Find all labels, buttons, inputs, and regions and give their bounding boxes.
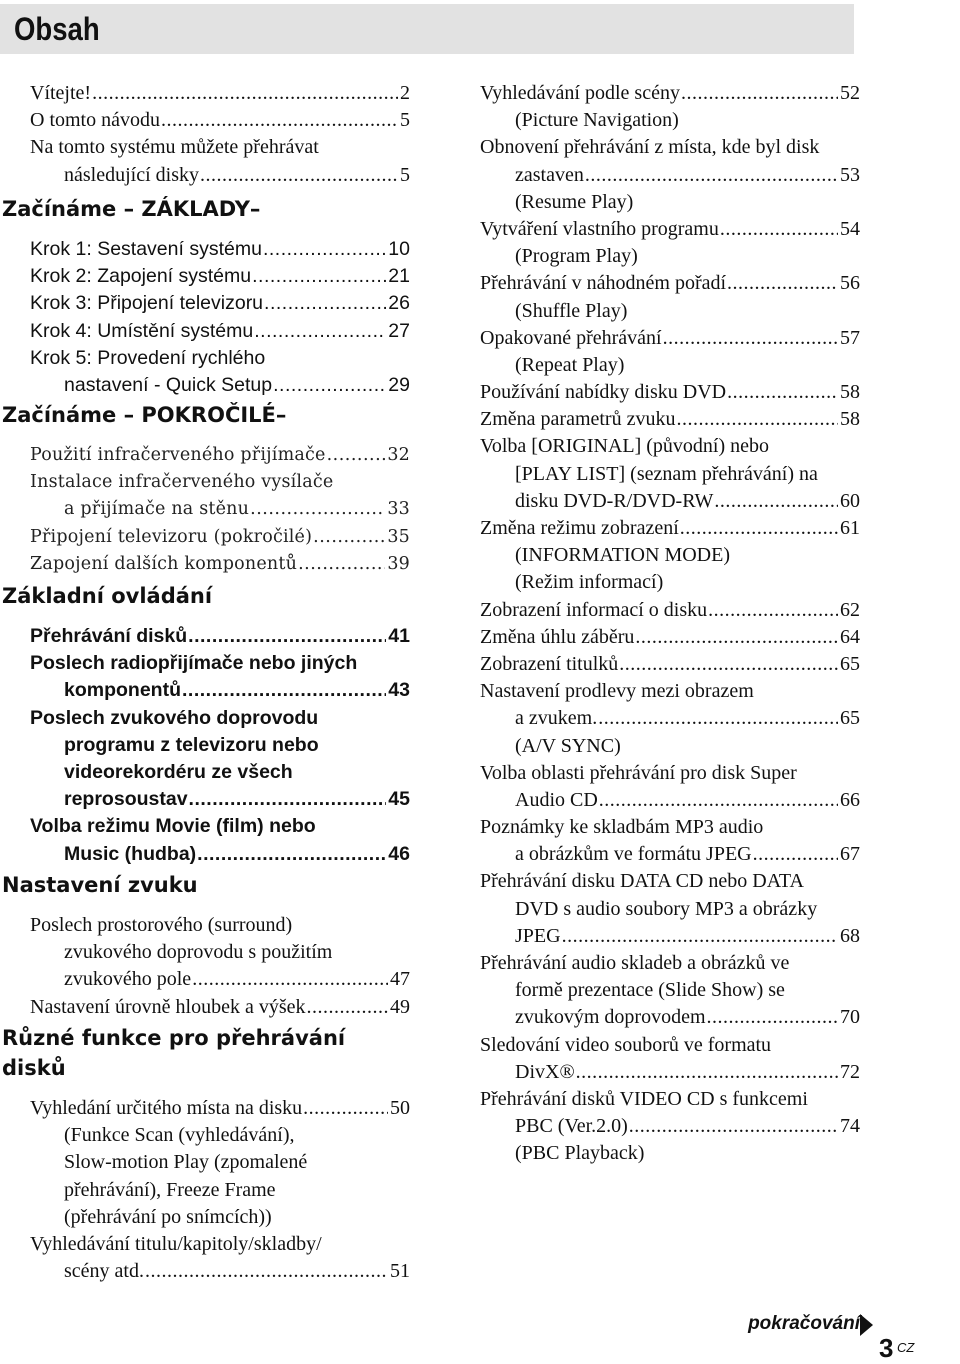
- toc-entry-title: videorekordéru ze všech: [64, 761, 293, 783]
- toc-entry-title: DVD s audio soubory MP3 a obrázky: [515, 897, 818, 920]
- toc-entry-page: 53: [840, 163, 860, 186]
- toc-entry-page: 56: [840, 272, 860, 295]
- toc-entry: [480, 624, 860, 651]
- toc-entry: [480, 406, 860, 433]
- toc-entry: [0, 813, 410, 840]
- toc-entry-page: 58: [840, 381, 860, 404]
- toc-leader-dots: [708, 597, 838, 624]
- toc-leader-dots: [753, 841, 838, 868]
- toc-entry: [480, 162, 860, 189]
- toc-entry-title: Slow-motion Play (zpomalené: [64, 1151, 308, 1174]
- toc-entry: [480, 896, 860, 923]
- toc-entry-title: Přehrávání disků: [30, 625, 188, 647]
- toc-leader-dots: [585, 162, 838, 189]
- toc-entry: [480, 270, 860, 297]
- section-heading: disků: [2, 1056, 66, 1080]
- toc-entry: [480, 542, 860, 569]
- toc-entry: [480, 488, 860, 515]
- toc-leader-dots: [327, 442, 386, 469]
- toc-entry-title: programu z televizoru nebo: [64, 733, 319, 756]
- toc-entry: [480, 189, 860, 216]
- toc-entry-title: Nastavení prodlevy mezi obrazem: [480, 680, 754, 703]
- toc-entry-title: Krok 1: Sestavení systému: [30, 238, 262, 260]
- toc-entry: [480, 433, 860, 460]
- toc-entry-title: JPEG: [515, 924, 561, 947]
- toc-leader-dots: [635, 624, 838, 651]
- toc-entry: [480, 1059, 860, 1086]
- toc-entry: [0, 345, 410, 372]
- toc-entry-page: 67: [840, 843, 860, 866]
- toc-entry: [0, 236, 410, 263]
- toc-right-column: [480, 80, 860, 1168]
- toc-entry-title: zvukového pole: [64, 968, 192, 991]
- toc-entry-page: 52: [840, 82, 860, 104]
- toc-entry-title: Music (hudba): [64, 842, 197, 865]
- toc-entry-page: 64: [840, 625, 860, 648]
- toc-leader-dots: [298, 551, 385, 578]
- toc-entry: [0, 263, 410, 290]
- toc-entry-page: 51: [390, 1260, 410, 1283]
- toc-entry-title: Nastavení úrovně hloubek a výšek: [30, 995, 306, 1018]
- toc-entry-page: 26: [388, 292, 410, 315]
- toc-entry-title: [PLAY LIST] (seznam přehrávání) na: [515, 462, 818, 485]
- toc-entry-title: DivX®: [515, 1060, 575, 1083]
- toc-entry: [0, 551, 410, 578]
- toc-entry-page: 50: [390, 1097, 410, 1119]
- toc-entry: [0, 732, 410, 759]
- toc-entry-page: 72: [840, 1060, 860, 1083]
- section-heading: Základní ovládání: [2, 584, 213, 608]
- toc-entry-title: (A/V SYNC): [515, 734, 621, 757]
- toc-entry: [480, 1113, 860, 1140]
- toc-entry-title: (INFORMATION MODE): [515, 544, 730, 567]
- toc-entry-title: Změna úhlu záběru: [480, 625, 635, 648]
- toc-entry: [0, 372, 410, 399]
- toc-entry-page: 5: [400, 109, 410, 132]
- toc-leader-dots: [727, 379, 838, 406]
- toc-leader-dots: [714, 488, 838, 515]
- toc-entry-page: 66: [840, 788, 860, 811]
- toc-leader-dots: [197, 841, 386, 868]
- page-title: Obsah: [14, 11, 100, 47]
- toc-entry: [480, 379, 860, 406]
- toc-entry: [480, 569, 860, 596]
- toc-entry: [480, 977, 860, 1004]
- toc-entry: [480, 923, 860, 950]
- toc-entry-page: 60: [840, 489, 860, 512]
- toc-entry-page: 10: [388, 238, 410, 260]
- continue-arrow-icon: [860, 1314, 873, 1336]
- toc-entry-title: nastavení - Quick Setup: [64, 374, 273, 396]
- toc-entry-title: a přijímače na stěnu: [64, 499, 250, 520]
- toc-entry-title: Poslech prostorového (surround): [30, 914, 293, 936]
- toc-entry: [480, 80, 860, 107]
- toc-leader-dots: [727, 270, 838, 297]
- toc-entry-title: Volba [ORIGINAL] (původní) nebo: [480, 435, 770, 458]
- toc-leader-dots: [663, 325, 838, 352]
- toc-entry: [0, 318, 410, 345]
- toc-entry: [0, 705, 410, 732]
- toc-entry: [480, 515, 860, 542]
- toc-leader-dots: [145, 1258, 388, 1285]
- toc-entry-title: (Funkce Scan (vyhledávání),: [64, 1124, 295, 1147]
- toc-entry-title: reprosoustav: [64, 788, 188, 811]
- toc-entry-title: Poslech zvukového doprovodu: [30, 706, 319, 729]
- toc-entry: [0, 524, 410, 551]
- toc-leader-dots: [680, 515, 838, 542]
- toc-entry-page: 47: [390, 968, 410, 991]
- toc-entry-title: Používání nabídky disku DVD: [480, 381, 727, 404]
- toc-entry: [480, 868, 860, 895]
- toc-entry-title: (Repeat Play): [515, 353, 625, 376]
- toc-entry-title: Zobrazení titulků: [480, 652, 619, 675]
- toc-entry: [480, 1032, 860, 1059]
- toc-entry-page: 58: [840, 408, 860, 431]
- toc-entry: [480, 678, 860, 705]
- toc-leader-dots: [250, 496, 385, 523]
- toc-entry-page: 43: [388, 679, 410, 702]
- toc-entry-page: 2: [400, 82, 410, 104]
- toc-entry: [480, 134, 860, 161]
- toc-entry: [480, 787, 860, 814]
- toc-entry-title: Sledování video souborů ve formatu: [480, 1033, 772, 1056]
- toc-entry-title: Použití infračerveného přijímače: [30, 445, 326, 465]
- toc-entry: [0, 939, 410, 966]
- toc-entry: [0, 290, 410, 317]
- toc-entry: [0, 841, 410, 868]
- toc-entry: [480, 107, 860, 134]
- toc-entry-title: a zvukem.: [515, 707, 598, 730]
- toc-leader-dots: [707, 1004, 838, 1031]
- toc-entry-page: 57: [840, 326, 860, 349]
- toc-entry-page: 68: [840, 924, 860, 947]
- toc-entry: [0, 677, 410, 704]
- toc-entry-page: 33: [387, 499, 410, 520]
- toc-entry-title: Krok 5: Provedení rychlého: [30, 346, 266, 369]
- toc-leader-dots: [598, 705, 838, 732]
- toc-leader-dots: [313, 524, 385, 551]
- toc-entry: [0, 469, 410, 496]
- page-language-code: CZ: [897, 1340, 915, 1355]
- toc-leader-dots: [192, 966, 388, 993]
- toc-entry-page: 5: [400, 163, 410, 186]
- toc-entry-title: (Shuffle Play): [515, 299, 628, 322]
- toc-entry-title: Opakované přehrávání: [480, 326, 662, 349]
- section-heading: Nastavení zvuku: [2, 873, 198, 897]
- toc-entry-title: Krok 4: Umístění systému: [30, 319, 254, 342]
- toc-entry: [0, 1177, 410, 1204]
- toc-entry-page: 21: [388, 265, 410, 288]
- toc-entry-page: 29: [388, 374, 410, 396]
- toc-entry-page: 74: [840, 1115, 860, 1138]
- toc-entry-title: následující disky: [64, 163, 199, 186]
- toc-entry: [480, 651, 860, 678]
- toc-leader-dots: [303, 1095, 388, 1122]
- toc-entry: [480, 814, 860, 841]
- toc-entry-title: Vyhledání určitého místa na disku: [30, 1097, 303, 1119]
- toc-entry: [0, 623, 410, 650]
- toc-entry: [0, 1258, 410, 1285]
- toc-entry-title: zastaven: [515, 163, 584, 186]
- toc-entry: [480, 352, 860, 379]
- toc-entry-title: komponentů: [64, 679, 181, 702]
- toc-entry-title: Na tomto systému můžete přehrávat: [30, 136, 319, 159]
- toc-entry-title: (přehrávání po snímcích)): [64, 1205, 272, 1228]
- toc-entry: [0, 80, 410, 107]
- toc-entry: [480, 597, 860, 624]
- toc-leader-dots: [306, 994, 388, 1021]
- toc-entry: [0, 1231, 410, 1258]
- toc-entry: [0, 442, 410, 469]
- toc-leader-dots: [599, 787, 838, 814]
- toc-leader-dots: [681, 80, 838, 107]
- toc-entry-title: Vyhledávání podle scény: [480, 82, 680, 104]
- toc-entry-title: Zapojení dalších komponentů: [30, 553, 298, 574]
- toc-entry-title: (Program Play): [515, 245, 638, 268]
- toc-entry-title: (Picture Navigation): [515, 109, 679, 132]
- toc-leader-dots: [562, 923, 838, 950]
- toc-entry-title: Změna režimu zobrazení: [480, 517, 679, 539]
- toc-leader-dots: [619, 651, 838, 678]
- toc-entry-title: disku DVD-R/DVD-RW: [515, 489, 714, 512]
- toc-entry: [480, 461, 860, 488]
- toc-entry: [0, 912, 410, 939]
- toc-entry-title: Připojení televizoru (pokročilé): [30, 526, 313, 547]
- toc-entry-title: (Režim informací): [515, 571, 664, 594]
- toc-entry-title: přehrávání), Freeze Frame: [64, 1178, 276, 1201]
- toc-entry-title: PBC (Ver.2.0): [515, 1115, 628, 1138]
- toc-leader-dots: [92, 80, 398, 107]
- toc-entry: [0, 496, 410, 523]
- toc-leader-dots: [263, 236, 386, 263]
- toc-entry-page: 62: [840, 598, 860, 621]
- toc-entry: [0, 1122, 410, 1149]
- toc-entry-title: O tomto návodu: [30, 109, 160, 132]
- toc-entry-page: 49: [390, 995, 410, 1018]
- toc-leader-dots: [252, 263, 386, 290]
- title-bar: [0, 4, 854, 54]
- toc-entry-title: Změna parametrů zvuku: [480, 408, 676, 431]
- page-number: 3: [879, 1333, 894, 1363]
- toc-entry-page: 39: [387, 553, 410, 574]
- toc-entry: [0, 1204, 410, 1231]
- toc-entry-title: zvukovým doprovodem: [515, 1006, 706, 1029]
- toc-entry-title: (PBC Playback): [515, 1142, 645, 1165]
- section-heading: Různé funkce pro přehrávání: [2, 1026, 346, 1050]
- continued-label: pokračování: [748, 1313, 860, 1334]
- toc-entry: [480, 705, 860, 732]
- toc-entry: [480, 733, 860, 760]
- toc-leader-dots: [629, 1113, 838, 1140]
- toc-entry: [0, 650, 410, 677]
- toc-leader-dots: [273, 372, 386, 399]
- toc-entry-title: Zobrazení informací o disku: [480, 598, 708, 621]
- toc-leader-dots: [264, 290, 386, 317]
- toc-entry: [0, 759, 410, 786]
- toc-entry: [480, 1004, 860, 1031]
- toc-entry-title: formě prezentace (Slide Show) se: [515, 979, 785, 1002]
- toc-entry: [0, 786, 410, 813]
- toc-entry: [480, 298, 860, 325]
- toc-entry-title: (Resume Play): [515, 190, 634, 213]
- toc-entry: [0, 134, 410, 161]
- toc-entry: [0, 162, 410, 189]
- toc-entry-page: 41: [388, 625, 410, 647]
- toc-leader-dots: [576, 1059, 838, 1086]
- toc-entry-title: Vyhledávání titulu/kapitoly/skladby/: [30, 1233, 322, 1255]
- toc-leader-dots: [254, 318, 386, 345]
- toc-leader-dots: [189, 786, 387, 813]
- toc-entry-page: 65: [840, 652, 860, 675]
- toc-entry: [0, 107, 410, 134]
- toc-entry: [0, 1149, 410, 1176]
- section-heading: Začínáme – ZÁKLADY–: [2, 197, 261, 221]
- toc-entry-title: zvukového doprovodu s použitím: [64, 941, 333, 964]
- toc-entry-title: Audio CD: [515, 788, 598, 811]
- toc-entry: [480, 216, 860, 243]
- toc-entry: [480, 1140, 860, 1167]
- toc-entry-title: Vítejte!: [30, 82, 92, 104]
- toc-entry: [480, 1086, 860, 1113]
- toc-entry-title: Přehrávání disku DATA CD nebo DATA: [480, 870, 804, 893]
- toc-leader-dots: [188, 623, 386, 650]
- toc-entry-title: Vytváření vlastního programu: [480, 217, 719, 240]
- toc-entry-page: 27: [388, 319, 410, 342]
- toc-entry-title: Poznámky ke skladbám MP3 audio: [480, 816, 764, 839]
- toc-entry-title: Poslech radiopřijímače nebo jiných: [30, 652, 358, 675]
- toc-entry-title: a obrázkům ve formátu JPEG: [515, 843, 752, 866]
- toc-entry: [0, 966, 410, 993]
- section-heading: Začínáme – POKROČILÉ–: [2, 403, 287, 427]
- toc-entry: [0, 994, 410, 1021]
- toc-leader-dots: [200, 162, 398, 189]
- toc-entry: [0, 1095, 410, 1122]
- toc-entry-page: 70: [840, 1006, 860, 1029]
- toc-leader-dots: [182, 677, 386, 704]
- toc-entry-page: 35: [387, 526, 410, 547]
- toc-entry-page: 32: [387, 445, 410, 465]
- toc-entry-title: scény atd.: [64, 1260, 144, 1283]
- toc-entry-page: 45: [388, 788, 410, 811]
- toc-entry-title: Přehrávání v náhodném pořadí: [480, 272, 727, 295]
- toc-leader-dots: [161, 107, 398, 134]
- toc-entry: [480, 243, 860, 270]
- toc-entry-page: 65: [840, 707, 860, 730]
- toc-entry-page: 61: [840, 517, 860, 539]
- toc-entry-title: Volba režimu Movie (film) nebo: [30, 815, 316, 838]
- toc-entry: [480, 760, 860, 787]
- toc-entry-title: Krok 3: Připojení televizoru: [30, 292, 264, 315]
- toc-entry: [480, 950, 860, 977]
- toc-entry-page: 54: [840, 217, 860, 240]
- toc-entry-page: 46: [388, 842, 410, 865]
- toc-leader-dots: [720, 216, 838, 243]
- toc-entry-title: Krok 2: Zapojení systému: [30, 265, 252, 288]
- toc-leader-dots: [676, 406, 838, 433]
- toc-entry-title: Přehrávání disků VIDEO CD s funkcemi: [480, 1087, 808, 1110]
- toc-entry: [480, 841, 860, 868]
- toc-entry-title: Přehrávání audio skladeb a obrázků ve: [480, 952, 790, 974]
- toc-entry: [480, 325, 860, 352]
- toc-entry-title: Obnovení přehrávání z místa, kde byl disk: [480, 136, 820, 159]
- toc-entry-title: Instalace infračerveného vysílače: [30, 472, 334, 493]
- toc-entry-title: Volba oblasti přehrávání pro disk Super: [480, 761, 797, 784]
